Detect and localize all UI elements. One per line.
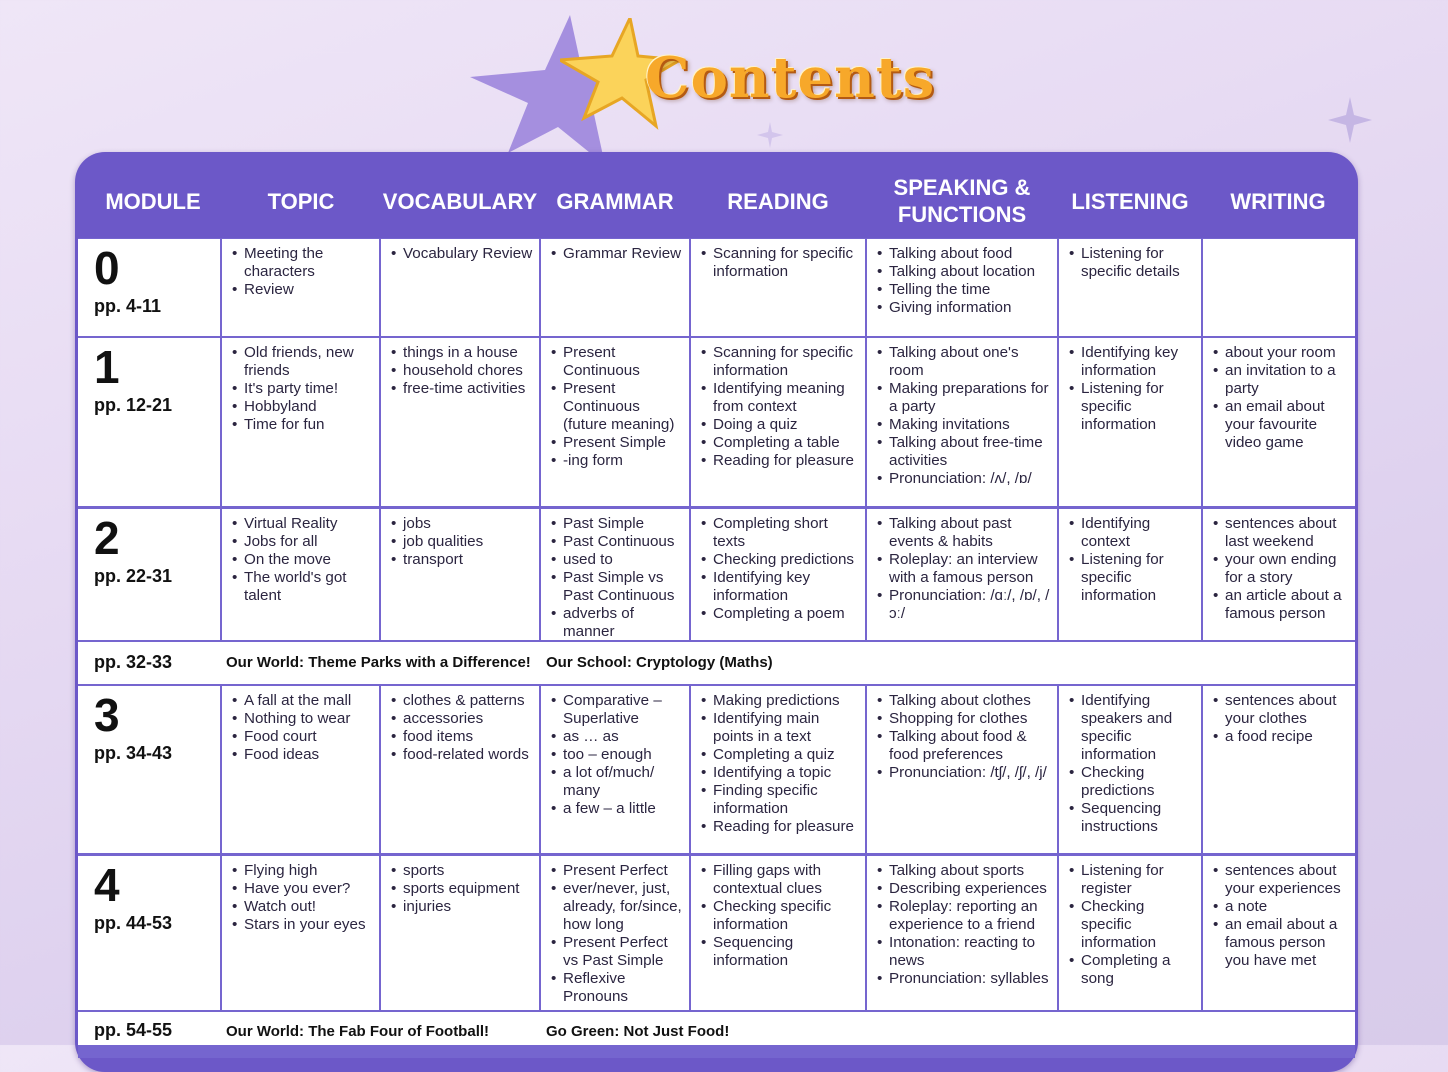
list-item: • sports equipment <box>385 880 535 898</box>
list-item: • Watch out! <box>226 898 375 916</box>
list-item: • Finding specific information <box>695 782 861 818</box>
module-pages: pp. 22-31 <box>94 566 173 586</box>
list-item: • Giving information <box>871 299 1053 317</box>
list-item: • Listening for register <box>1063 862 1197 898</box>
header-reading: READING <box>727 188 829 214</box>
speaking-cell <box>867 856 1057 1010</box>
speaking-list <box>871 344 1053 488</box>
list-item: • too – enough <box>545 746 685 764</box>
list-item: • Talking about food <box>871 245 1053 263</box>
list-item: • Virtual Reality <box>226 515 375 533</box>
background-star-icon <box>1325 95 1375 145</box>
topic-list <box>226 245 375 299</box>
topic-cell <box>222 338 379 506</box>
topic-list <box>226 515 375 605</box>
list-item: • Intonation: reacting to news <box>871 934 1053 970</box>
speaking-list <box>871 692 1053 782</box>
module-pages: pp. 44-53 <box>94 913 173 933</box>
list-item: • food-related words <box>385 746 535 764</box>
list-item: • Shopping for clothes <box>871 710 1053 728</box>
list-item: • Scanning for specific information <box>695 245 861 281</box>
vocabulary-list <box>385 245 535 263</box>
list-item: • Listening for specific information <box>1063 551 1197 605</box>
topic-cell <box>222 686 379 853</box>
module-number: 3 <box>94 689 120 741</box>
list-item: • a food recipe <box>1207 728 1351 746</box>
module-pages: pp. 34-43 <box>94 743 173 763</box>
grammar-cell <box>541 686 689 853</box>
list-item: • Reading for pleasure <box>695 818 861 836</box>
list-item: • Checking specific information <box>695 898 861 934</box>
list-item: • an email about a famous person you have met <box>1207 916 1351 970</box>
header-vocabulary: VOCABULARY <box>382 188 538 214</box>
list-item: • Identifying context <box>1063 515 1197 551</box>
listening-cell <box>1059 509 1201 640</box>
module-number: 0 <box>94 242 120 294</box>
list-item: • It's party time! <box>226 380 375 398</box>
grammar-cell <box>541 239 689 336</box>
vocabulary-cell <box>381 509 539 640</box>
listening-cell <box>1059 856 1201 1010</box>
topic-list <box>226 344 375 434</box>
listening-list <box>1063 862 1197 988</box>
speaking-cell <box>867 686 1057 853</box>
list-item: • Talking about clothes <box>871 692 1053 710</box>
module-cell <box>78 509 220 640</box>
speaking-cell <box>867 338 1057 506</box>
listening-list <box>1063 692 1197 836</box>
list-item: • Reflexive Pronouns <box>545 970 685 1006</box>
list-item: • -ing form <box>545 452 685 470</box>
list-item: • Present Perfect vs Past Simple <box>545 934 685 970</box>
band-text: Our World: Theme Parks with a Difference! <box>226 654 531 671</box>
reading-list <box>695 245 861 281</box>
list-item: • transport <box>385 551 535 569</box>
list-item: • Review <box>226 281 375 299</box>
list-item: • accessories <box>385 710 535 728</box>
speaking-list <box>871 515 1053 623</box>
list-item: • Describing experiences <box>871 880 1053 898</box>
header-module: MODULE <box>105 188 201 214</box>
writing-list <box>1207 862 1351 970</box>
list-item: • your own ending for a story <box>1207 551 1351 587</box>
header-topic: TOPIC <box>267 188 335 214</box>
list-item: • A fall at the mall <box>226 692 375 710</box>
band-text: Our World: The Fab Four of Football! <box>226 1023 490 1040</box>
list-item: • Completing a poem <box>695 605 861 623</box>
band-pages: pp. 32-33 <box>94 652 173 672</box>
vocabulary-cell <box>381 239 539 336</box>
list-item: • Pronunciation: /ɑː/, /ɒ/, /ɔː/ <box>871 587 1053 623</box>
module-pages: pp. 12-21 <box>94 395 173 415</box>
vocabulary-list <box>385 515 535 569</box>
list-item: • Pronunciation: /ʌ/, /ɒ/ <box>871 470 1053 488</box>
list-item: • Stars in your eyes <box>226 916 375 934</box>
list-item: • Checking predictions <box>1063 764 1197 800</box>
list-item: • Making preparations for a party <box>871 380 1053 416</box>
reading-list <box>695 344 861 470</box>
topic-list <box>226 862 375 934</box>
background-star-icon <box>755 120 785 150</box>
topic-list <box>226 692 375 764</box>
list-item: • Checking specific information <box>1063 898 1197 952</box>
module-cell <box>78 686 220 853</box>
list-item: • Filling gaps with contextual clues <box>695 862 861 898</box>
list-item: • Flying high <box>226 862 375 880</box>
list-item: • things in a house <box>385 344 535 362</box>
topic-cell <box>222 856 379 1010</box>
list-item: • Sequencing information <box>695 934 861 970</box>
list-item: • Completing a quiz <box>695 746 861 764</box>
list-item: • injuries <box>385 898 535 916</box>
vocabulary-cell <box>381 686 539 853</box>
writing-cell <box>1203 686 1355 853</box>
list-item: • Vocabulary Review <box>385 245 535 263</box>
grammar-list <box>545 515 685 641</box>
writing-cell <box>1203 509 1355 640</box>
list-item: • sentences about your experiences <box>1207 862 1351 898</box>
grammar-cell <box>541 338 689 506</box>
module-cell <box>78 856 220 1010</box>
list-item: • sports <box>385 862 535 880</box>
grammar-list <box>545 344 685 470</box>
list-item: • an email about your favourite video game <box>1207 398 1351 452</box>
module-cell <box>78 338 220 506</box>
list-item: • household chores <box>385 362 535 380</box>
list-item: • Nothing to wear <box>226 710 375 728</box>
list-item: • sentences about your clothes <box>1207 692 1351 728</box>
list-item: • Comparative – Superlative <box>545 692 685 728</box>
header-speaking-functions: SPEAKING & FUNCTIONS <box>893 175 1031 227</box>
list-item: • Present Simple <box>545 434 685 452</box>
list-item: • job qualities <box>385 533 535 551</box>
list-item: • Making invitations <box>871 416 1053 434</box>
list-item: • a lot of/much/ many <box>545 764 685 800</box>
listening-list <box>1063 515 1197 605</box>
list-item: • Past Simple <box>545 515 685 533</box>
list-item: • Completing a table <box>695 434 861 452</box>
listening-list <box>1063 245 1197 281</box>
list-item: • food items <box>385 728 535 746</box>
list-item: • Present Perfect <box>545 862 685 880</box>
listening-cell <box>1059 686 1201 853</box>
list-item: • Talking about past events & habits <box>871 515 1053 551</box>
list-item: • Making predictions <box>695 692 861 710</box>
list-item: • a few – a little <box>545 800 685 818</box>
page-title: Contents <box>645 45 936 111</box>
list-item: • Talking about sports <box>871 862 1053 880</box>
list-item: • an invitation to a party <box>1207 362 1351 398</box>
list-item: • Talking about food & food preferences <box>871 728 1053 764</box>
list-item: • Jobs for all <box>226 533 375 551</box>
header-grammar: GRAMMAR <box>556 188 674 214</box>
vocabulary-list <box>385 344 535 398</box>
reading-cell <box>691 239 865 336</box>
writing-list <box>1207 344 1351 452</box>
writing-cell <box>1203 239 1355 336</box>
extra-pages-band <box>78 642 1355 684</box>
speaking-list <box>871 245 1053 317</box>
list-item: • jobs <box>385 515 535 533</box>
list-item: • Past Simple vs Past Continuous <box>545 569 685 605</box>
module-number: 2 <box>94 512 120 564</box>
grammar-list <box>545 862 685 1006</box>
topic-cell <box>222 509 379 640</box>
list-item: • Roleplay: reporting an experience to a friend <box>871 898 1053 934</box>
speaking-cell <box>867 509 1057 640</box>
list-item: • about your room <box>1207 344 1351 362</box>
band-text: Go Green: Not Just Food! <box>546 1023 730 1040</box>
list-item: • Scanning for specific information <box>695 344 861 380</box>
band-text: Our School: Cryptology (Maths) <box>546 654 773 671</box>
list-item: • Pronunciation: syllables <box>871 970 1053 988</box>
reading-list <box>695 692 861 836</box>
list-item: • The world's got talent <box>226 569 375 605</box>
list-item: • Past Continuous <box>545 533 685 551</box>
list-item: • Meeting the characters <box>226 245 375 281</box>
list-item: • Identifying a topic <box>695 764 861 782</box>
list-item: • Food court <box>226 728 375 746</box>
list-item: • Hobbyland <box>226 398 375 416</box>
list-item: • Food ideas <box>226 746 375 764</box>
list-item: • Pronunciation: /tʃ/, /ʃ/, /j/ <box>871 764 1053 782</box>
reading-list <box>695 515 861 623</box>
listening-list <box>1063 344 1197 434</box>
list-item: • Roleplay: an interview with a famous person <box>871 551 1053 587</box>
list-item: • clothes & patterns <box>385 692 535 710</box>
list-item: • Time for fun <box>226 416 375 434</box>
writing-cell <box>1203 856 1355 1010</box>
list-item: • Identifying meaning from context <box>695 380 861 416</box>
speaking-list <box>871 862 1053 988</box>
listening-cell <box>1059 338 1201 506</box>
list-item: • Identifying key information <box>695 569 861 605</box>
module-number: 1 <box>94 341 120 393</box>
grammar-list <box>545 245 685 263</box>
listening-cell <box>1059 239 1201 336</box>
reading-list <box>695 862 861 970</box>
vocabulary-cell <box>381 856 539 1010</box>
list-item: • Completing a song <box>1063 952 1197 988</box>
list-item: • Sequencing instructions <box>1063 800 1197 836</box>
list-item: • Listening for specific details <box>1063 245 1197 281</box>
header-listening: LISTENING <box>1071 188 1189 214</box>
reading-cell <box>691 338 865 506</box>
list-item: • as … as <box>545 728 685 746</box>
list-item: • Reading for pleasure <box>695 452 861 470</box>
vocabulary-list <box>385 692 535 764</box>
grammar-cell <box>541 856 689 1010</box>
writing-list <box>1207 515 1351 623</box>
list-item: • Talking about free-time activities <box>871 434 1053 470</box>
module-number: 4 <box>94 859 120 911</box>
list-item: • Telling the time <box>871 281 1053 299</box>
list-item: • Completing short texts <box>695 515 861 551</box>
list-item: • Talking about one's room <box>871 344 1053 380</box>
list-item: • Have you ever? <box>226 880 375 898</box>
header-writing: WRITING <box>1230 188 1326 214</box>
list-item: • Identifying speakers and specific information <box>1063 692 1197 764</box>
list-item: • free-time activities <box>385 380 535 398</box>
list-item: • Listening for specific information <box>1063 380 1197 434</box>
speaking-cell <box>867 239 1057 336</box>
module-pages: pp. 4-11 <box>94 296 162 316</box>
list-item: • Talking about location <box>871 263 1053 281</box>
list-item: • On the move <box>226 551 375 569</box>
list-item: • Checking predictions <box>695 551 861 569</box>
list-item: • Identifying main points in a text <box>695 710 861 746</box>
reading-cell <box>691 686 865 853</box>
list-item: • sentences about last weekend <box>1207 515 1351 551</box>
extra-pages-band <box>78 1012 1355 1045</box>
list-item: • used to <box>545 551 685 569</box>
list-item: • Present Continuous <box>545 344 685 380</box>
band-pages: pp. 54-55 <box>94 1020 173 1040</box>
reading-cell <box>691 856 865 1010</box>
list-item: • Present Continuous (future meaning) <box>545 380 685 434</box>
list-item: • Old friends, new friends <box>226 344 375 380</box>
reading-cell <box>691 509 865 640</box>
list-item: • ever/never, just, already, for/since, how long <box>545 880 685 934</box>
module-cell <box>78 239 220 336</box>
writing-cell <box>1203 338 1355 506</box>
vocabulary-cell <box>381 338 539 506</box>
list-item: • a note <box>1207 898 1351 916</box>
list-item: • an article about a famous person <box>1207 587 1351 623</box>
list-item: • Doing a quiz <box>695 416 861 434</box>
list-item: • Identifying key information <box>1063 344 1197 380</box>
list-item: • Grammar Review <box>545 245 685 263</box>
list-item: • adverbs of manner <box>545 605 685 641</box>
topic-cell <box>222 239 379 336</box>
vocabulary-list <box>385 862 535 916</box>
grammar-cell <box>541 509 689 640</box>
writing-list <box>1207 692 1351 746</box>
grammar-list <box>545 692 685 818</box>
